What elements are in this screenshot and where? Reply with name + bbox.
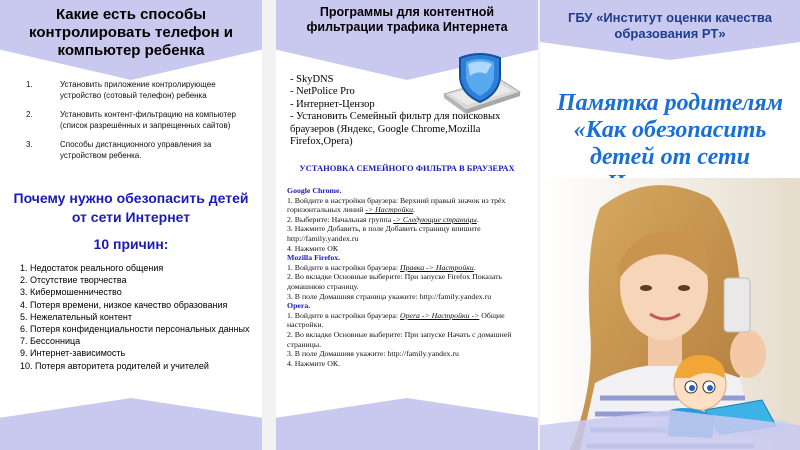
browser-name-firefox: Mozilla Firefox.	[287, 253, 341, 263]
reason-item: 5. Нежелательный контент	[20, 311, 132, 322]
firefox-step-3: 3. В поле Домашняя страница укажите: http://family.yandex.ru	[287, 291, 492, 301]
opera-step-4: 4. Нажмите ОК.	[287, 358, 340, 368]
install-filter-heading: УСТАНОВКА СЕМЕЙНОГО ФИЛЬТРА В БРАУЗЕРАХ	[299, 163, 515, 173]
reason-item: 7. Бессонница	[20, 336, 81, 347]
control-methods-list	[26, 80, 252, 170]
firefox-step-1	[287, 263, 533, 273]
chrome-step-1	[287, 196, 533, 215]
item-number: 1.	[26, 80, 33, 89]
program-item: - Установить Семейный фильтр для поисковых браузеров (Яндекс, Google Chrome,Mozilla Firefox,Opera)	[290, 111, 501, 148]
reason-item: 4. Потеря времени, низкое качество образования	[20, 299, 228, 310]
step-text: .	[473, 262, 476, 272]
item-number: 2.	[26, 110, 33, 119]
step-text: Общие настройки.	[287, 310, 505, 330]
control-method-item	[26, 140, 252, 161]
chrome-step-3: 3. Нажмите Добавить, в поле Добавить страницу впишите http://family.yandex.ru	[287, 224, 481, 243]
footer-band-left	[0, 398, 262, 450]
reasons-list	[20, 262, 252, 372]
opera-step-3: 3. В поле Домашняя укажите: http://family.yandex.ru	[287, 349, 459, 359]
opera-step-2: 2. Во вкладке Основные выберите: При запуске Начать с домашней страницы.	[287, 329, 512, 349]
browser-name-chrome: Google Chrome.	[287, 186, 342, 195]
item-text: Способы дистанционного управления за устройством ребенка.	[60, 140, 212, 160]
reason-item: 6. Потеря конфиденциальности персональных данных	[20, 324, 250, 335]
firefox-step-2: 2. Во вкладке Основные выберите: При запуске Firefox Показать домашнюю страницу.	[287, 272, 503, 291]
item-text: Установить приложение контролирующее устройство (сотовый телефон) ребенка	[60, 80, 216, 100]
step-path: -> Настройки	[365, 205, 414, 215]
step-path: -> Следующие страницы	[393, 214, 477, 224]
chrome-step-2	[287, 215, 533, 225]
browser-name-opera: Opera.	[287, 301, 311, 311]
item-number: 3.	[26, 140, 33, 149]
step-text: 1. Войдите в настройки браузера:	[287, 310, 400, 320]
why-protect-heading: Почему нужно обезопасить детей от сети Интернет	[13, 190, 249, 225]
column-left	[0, 0, 262, 450]
reason-item: 1. Недостаток реального общения	[20, 263, 164, 273]
control-method-item	[26, 80, 252, 101]
program-item: - NetPolice Pro	[290, 86, 355, 98]
reason-item: 2. Отсутствие творчества	[20, 275, 127, 286]
fold-gap	[262, 0, 276, 450]
girl-with-phone-photo	[540, 178, 800, 450]
install-instructions	[287, 186, 533, 368]
program-item: - SkyDNS	[290, 74, 334, 85]
step-path: Opera -> Настройки ->	[399, 310, 480, 320]
step-text: 2. Выберите: Начальная группа	[287, 214, 394, 224]
column-right	[540, 0, 800, 450]
control-methods-title: Какие есть способы контролировать телефон и компьютер ребенка	[29, 6, 233, 59]
memo-title: Памятка родителям «Как обезопасить детей от сети	[556, 90, 784, 170]
step-path: Правка -> Настройки	[399, 262, 474, 272]
filter-programs-title: Программы для контентной фильтрации трафика Интернета	[306, 5, 508, 34]
filter-programs-list	[290, 74, 538, 148]
column-middle	[276, 0, 538, 450]
step-text: 1. Войдите в настройки браузера:	[287, 262, 400, 272]
reasons-heading: 10 причин:	[93, 236, 169, 252]
step-text: .	[413, 205, 415, 215]
reason-item: 10. Потеря авторитета родителей и учителей	[20, 360, 209, 371]
opera-step-1	[287, 311, 533, 330]
organization-title: ГБУ «Институт оценки качества образования РТ»	[568, 10, 772, 41]
item-text: Установить контент-фильтрацию на компьютер (список разрешённых и запрещенных сайтов)	[60, 110, 236, 130]
program-item: - Интернет-Цензор	[290, 98, 375, 110]
girl-with-phone-illustration	[540, 178, 800, 450]
step-text: .	[476, 214, 479, 224]
footer-band-middle	[276, 398, 538, 450]
chrome-step-4: 4. Нажмите ОК	[287, 243, 339, 253]
reason-item: 9. Интернет-зависимость	[20, 348, 126, 359]
reason-item: 3. Кибермошенничество	[20, 287, 122, 298]
control-method-item	[26, 110, 252, 131]
step-text: 1. Войдите в настройки браузера: Верхний правый значок из трёх горизонтальных линий	[287, 195, 506, 215]
